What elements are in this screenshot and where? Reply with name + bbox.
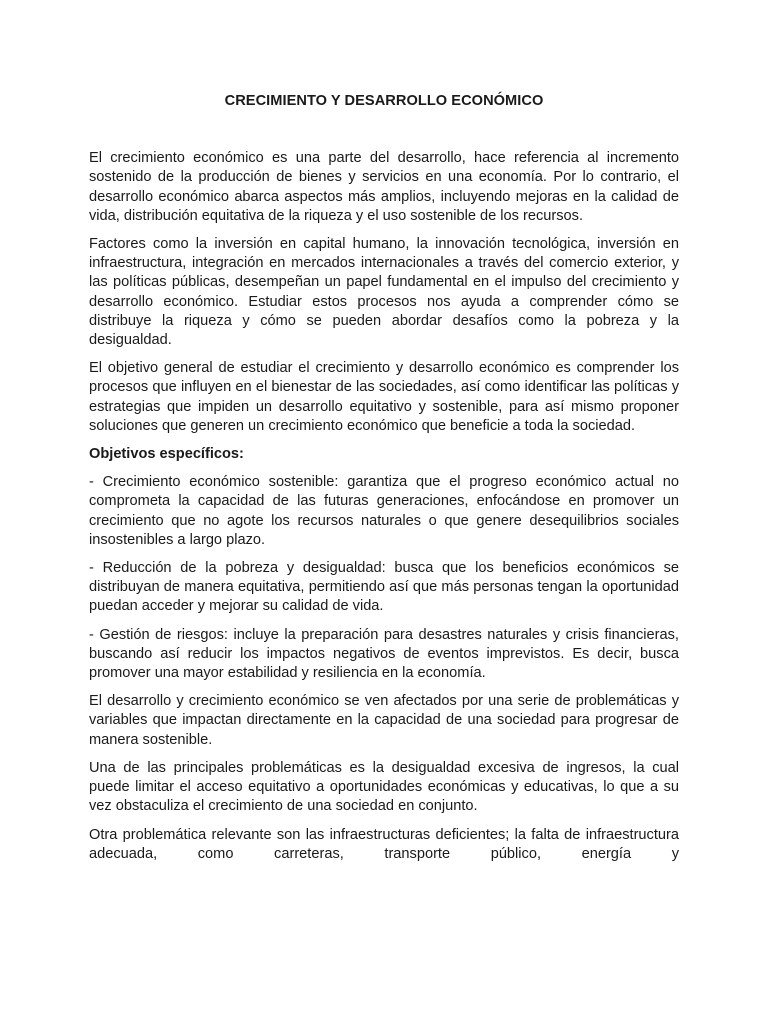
paragraph-factors: Factores como la inversión en capital humano, la innovación tecnológica, inversión en infraestructura, integración en mercados internacionales a través del comercio exterior, y las políticas públicas, desempeñan un papel fundamental en el impulso del crecimiento y desarrollo económico. Estudiar estos procesos nos ayuda a comprender cómo se distribuye la riqueza y cómo se pueden abordar desafíos como la pobreza y la desigualdad. [89, 236, 679, 349]
paragraph-problems: El desarrollo y crecimiento económico se ven afectados por una serie de problemáticas y variables que impactan directamente en la capacidad de una sociedad para progresar de manera sostenible. [89, 693, 679, 748]
objectives-heading: Objetivos específicos: [89, 446, 244, 463]
objective-poverty-reduction: - Reducción de la pobreza y desigualdad: busca que los beneficios económicos se distribuyan de manera equitativa, permitiendo así que más personas tengan la oportunidad puedan acceder y mejorar su calidad de vida. [89, 560, 679, 615]
paragraph-infrastructure: Otra problemática relevante son las infraestructuras deficientes; la falta de infraestructura adecuada, como carreteras, transporte público, energía y [89, 826, 679, 862]
paragraph-general-objective: El objetivo general de estudiar el crecimiento y desarrollo económico es comprender los procesos que influyen en el bienestar de las sociedades, así como identificar las políticas y estrategias que impiden un desarrollo equitativo y sostenible, para así mismo proponer soluciones que generen un crecimiento económico que beneficie a toda la sociedad. [89, 360, 679, 434]
paragraph-inequality: Una de las principales problemáticas es la desigualdad excesiva de ingresos, la cual puede limitar el acceso equitativo a oportunidades económicas y educativas, lo que a su vez obstaculiza el crecimiento de una sociedad en conjunto. [89, 759, 679, 815]
page-title: CRECIMIENTO Y DESARROLLO ECONÓMICO [224, 93, 544, 109]
objective-sustainable-growth: - Crecimiento económico sostenible: garantiza que el progreso económico actual no comprometa la capacidad de las futuras generaciones, enfocándose en promover un crecimiento que no agote los recursos naturales o que genere desequilibrios sociales insostenibles a largo plazo. [89, 474, 679, 548]
paragraph-intro: El crecimiento económico es una parte del desarrollo, hace referencia al incremento sostenido de la producción de bienes y servicios en una economía. Por lo contrario, el desarrollo económico abarca aspectos más amplios, incluyendo mejoras en la calidad de vida, distribución equitativa de la riqueza y el uso sostenible de los recursos. [89, 150, 679, 224]
document-body [89, 92, 679, 873]
objective-risk-management: - Gestión de riesgos: incluye la preparación para desastres naturales y crisis financieras, buscando así reducir los impactos negativos de eventos imprevistos. Es decir, busca promover una mayor estabilidad y resiliencia en la economía. [89, 626, 679, 682]
